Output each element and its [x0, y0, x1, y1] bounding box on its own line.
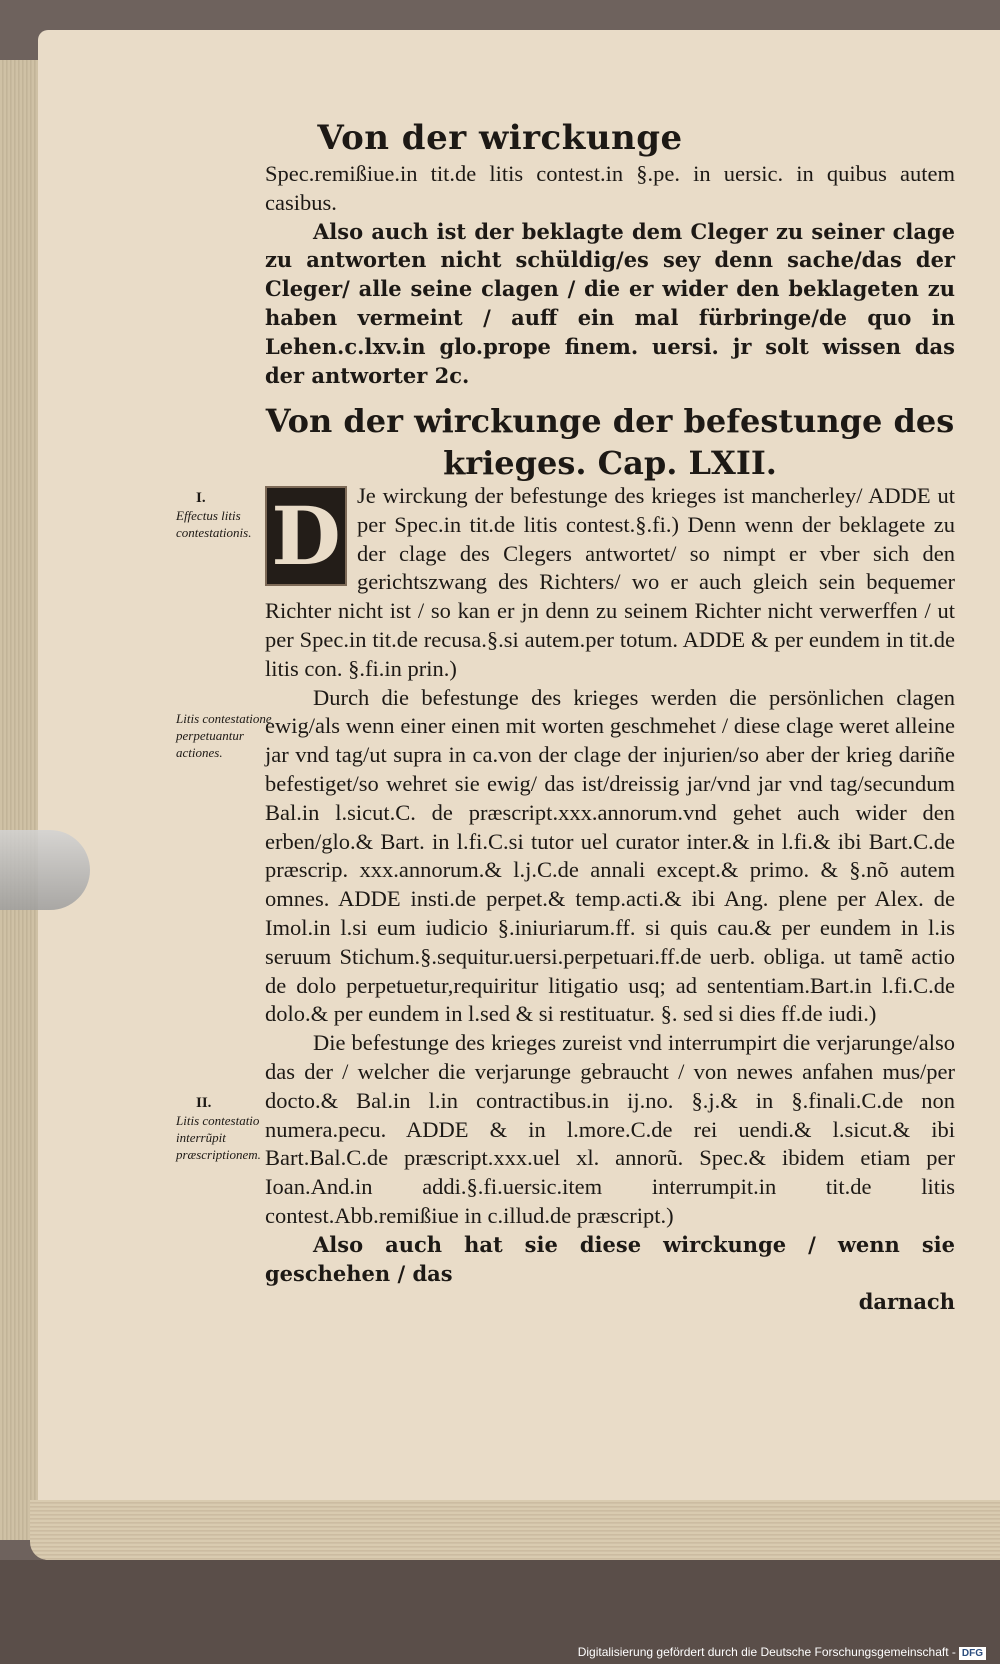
paragraph-1-text: Je wirckung der befestunge des krieges ist mancherley/ ADDE ut per Spec.in tit.de litis contest.§.fi.) Denn wenn der beklagete zu der clage des Clegers antwortet/ so nimpt er vber sich den gerichtszwang des Richters/ wo er auch gleich sein bequemer Richter nicht ist / so kan er jn denn zu seinem Richter nicht verwerffen / ut per Spec.in tit.de recusa.§.si autem.per totum. ADDE & per eundem in tit.de litis con. §.fi.in prin.): [265, 483, 955, 681]
footer-text: Digitalisierung gefördert durch die Deutsche Forschungsgemeinschaft -: [577, 1645, 956, 1659]
margin-note-1: [176, 490, 272, 541]
book-page-edges: [0, 60, 40, 1540]
margin-note-2-text: Litis contestatione perpetuantur actiones.: [176, 711, 272, 760]
catchword: darnach: [858, 1289, 955, 1315]
margin-note-3-number: II.: [196, 1095, 212, 1111]
paragraph-2: Durch die befestunge des krieges werden die persönlichen clagen ewig/als wenn einer einen mit worten geschmehet / diese clage weret alleine jar vnd tag/ut supra in ca.von der clage der injurien/so aber der krieg dariñe befestiget/so wehret sie ewig/ das ist/dreissig jar/vnd jar vnd tag/secundum Bal.in l.sicut.C. de præscript.xxx.annorum.vnd gehet auch wider den erben/glo.& Bart. in l.fi.C.si tutor uel curator inter.& in l.fi.& ibi Bart.C.de præscrip. xxx.annorum.& l.j.C.de annali except.& primo. & §.nõ autem omnes. ADDE insti.de perpet.& temp.acti.& ibi Ang. plene per Alex. de Imol.in l.si eum iudicio §.iniuriarum.ff. si quis cau.& per eundem in l.is seruum Stichum.§.sequitur.uersi.perpetuari.ff.de uerb. obliga. ut tamẽ actio de dolo perpetuetur,requiritur litigatio usq; ad sententiam.Bart.in l.fi.C.de dolo.& per eundem in l.sed & si restituatur. §. sed si dies ff.de iudi.): [265, 684, 955, 1027]
paragraph-continuation: Spec.remißiue.in tit.de litis contest.in §.pe. in uersic. in quibus autem casibus.: [265, 161, 955, 215]
paragraph-3: Die befestunge des krieges zureist vnd interrumpirt die verjarunge/also das der / welcher die verjarunge gebraucht / von newes anfahen mus/per docto.& Bal.in l.in contractibus.in ij.no. §.j.& in §.finali.C.de non numera.pecu. ADDE & in l.more.C.de rei uendi.& l.sicut.& ibi Bart.Bal.C.de præscript.xxx.uel xl. annorũ. Spec.& ibidem etiam per Ioan.And.in addi.§.fi.uersic.item interrumpit.in tit.de litis contest.Abb.remißiue in c.illud.de præscript.): [265, 1030, 955, 1228]
paragraph-1: [265, 482, 955, 684]
text-block-main: [265, 482, 955, 1317]
text-block-top: [265, 160, 955, 390]
dfg-logo: DFG: [959, 1647, 986, 1660]
margin-note-1-number: I.: [196, 490, 206, 506]
margin-note-3: [176, 1095, 272, 1163]
paragraph-also-auch: Also auch ist der beklagte dem Cleger zu seiner clage zu antworten nicht schüldig/es sey denn sache/das der Cleger/ alle seine clagen / die er wider den beklageten zu haben vermeint / auff ein mal fürbringe/de quo in Lehen.c.lxv.in glo.prope finem. uersi. jr solt wissen das der antworter 2c.: [265, 218, 955, 388]
book-bottom-edges: [30, 1500, 1000, 1560]
margin-note-3-text: Litis contestatio interrũpit præscriptionem.: [176, 1113, 261, 1162]
margin-note-1-text: Effectus litis contestationis.: [176, 508, 252, 540]
page-clip: [0, 830, 90, 910]
running-head: Von der wirckunge: [317, 118, 683, 158]
paragraph-4: Also auch hat sie diese wirckunge / wenn sie geschehen / das: [265, 1231, 955, 1286]
drop-initial: D: [265, 486, 347, 586]
margin-note-2: [176, 710, 272, 761]
footer-credit: [578, 1645, 986, 1660]
chapter-title: Von der wirckunge der befestunge des krieges. Cap. LXII.: [265, 402, 955, 482]
